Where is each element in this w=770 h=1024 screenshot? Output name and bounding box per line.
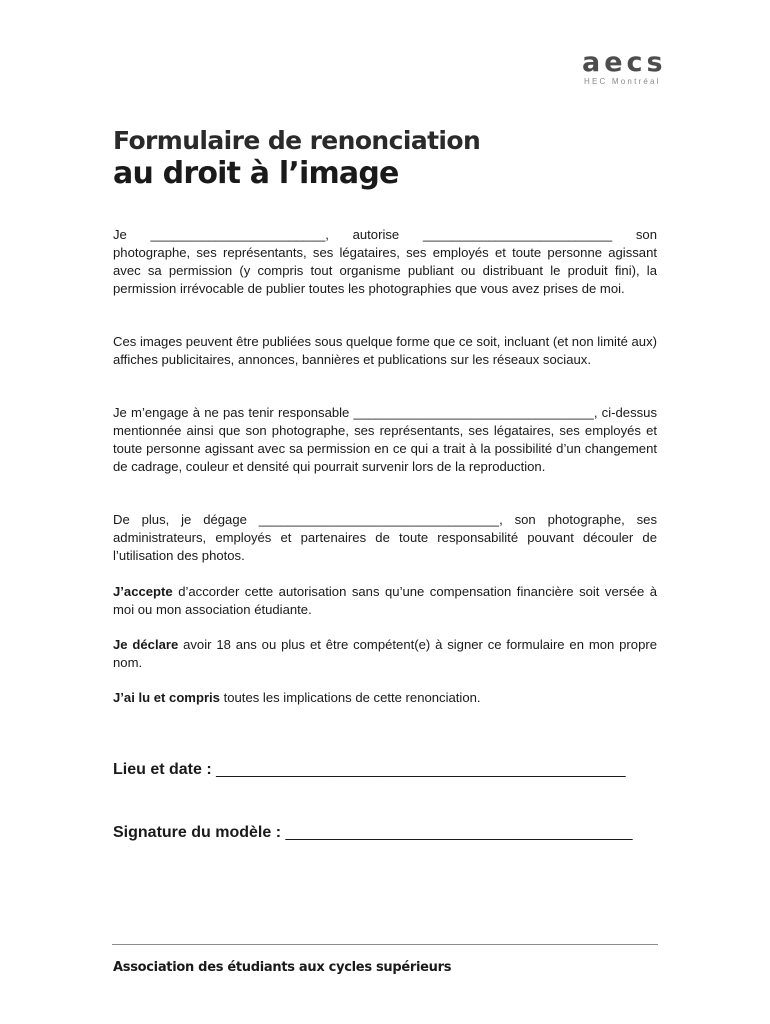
paragraph-release: De plus, je dégage _________________________________, son photographe, ses administrateurs, employés et partenaires de toute responsabilité pouvant découler de l’utilisation des photos.	[113, 512, 657, 563]
signature-label: Signature du modèle :	[113, 824, 282, 841]
paragraph-publication: Ces images peuvent être publiées sous quelque forme que ce soit, incluant (et non limité aux) affiches publicitaires, annonces, bannières et publications sur les réseaux sociaux.	[113, 334, 657, 367]
page-title-line-1: Formulaire de renonciation	[113, 126, 481, 155]
place-date-line[interactable]: ______________________________________________	[216, 761, 626, 778]
signature-line[interactable]: _______________________________________	[285, 824, 633, 841]
declare-text: avoir 18 ans ou plus et être compétent(e) à signer ce formulaire en mon propre nom.	[113, 637, 657, 670]
logo-subtitle: HEC Montréal	[584, 77, 661, 86]
paragraph-accept	[113, 583, 657, 619]
place-date-label: Lieu et date :	[113, 761, 212, 778]
read-text: toutes les implications de cette renonciation.	[219, 690, 481, 705]
accept-text: d’accorder cette autorisation sans qu’une compensation financière soit versée à moi ou mon association étudiante.	[113, 584, 657, 617]
declare-label: Je déclare	[113, 637, 179, 652]
accept-label: J’accepte	[113, 584, 173, 599]
aecs-logo	[582, 48, 692, 88]
footer-association-name: Association des étudiants aux cycles supérieurs	[113, 960, 452, 975]
paragraph-liability: Je m’engage à ne pas tenir responsable _________________________________, ci-dessus mentionnée ainsi que son photographe, ses représentants, ses légataires, ses employés et toute personne agissant avec sa permission en ce qui a trait à la possibilité d’un changement de cadrage, couleur et densité qui pourrait survenir lors de la reproduction.	[113, 405, 657, 474]
paragraph-declare	[113, 636, 657, 672]
page-title-line-2: au droit à l’image	[113, 156, 399, 191]
place-date-field[interactable]	[113, 761, 625, 779]
logo-mark: aecs	[582, 47, 667, 78]
read-label: J’ai lu et compris	[113, 690, 220, 705]
paragraph-authorization: Je ________________________, autorise __________________________ son photographe, ses représentants, ses légataires, ses employés et toute personne agissant avec sa permission (y compris tout organisme publiant ou distribuant le produit fini), la permission irrévocable de publier toutes les photographies que vous avez prises de moi.	[113, 227, 657, 296]
paragraph-read	[113, 689, 657, 707]
signature-field[interactable]	[113, 824, 633, 842]
footer-divider	[112, 944, 658, 945]
